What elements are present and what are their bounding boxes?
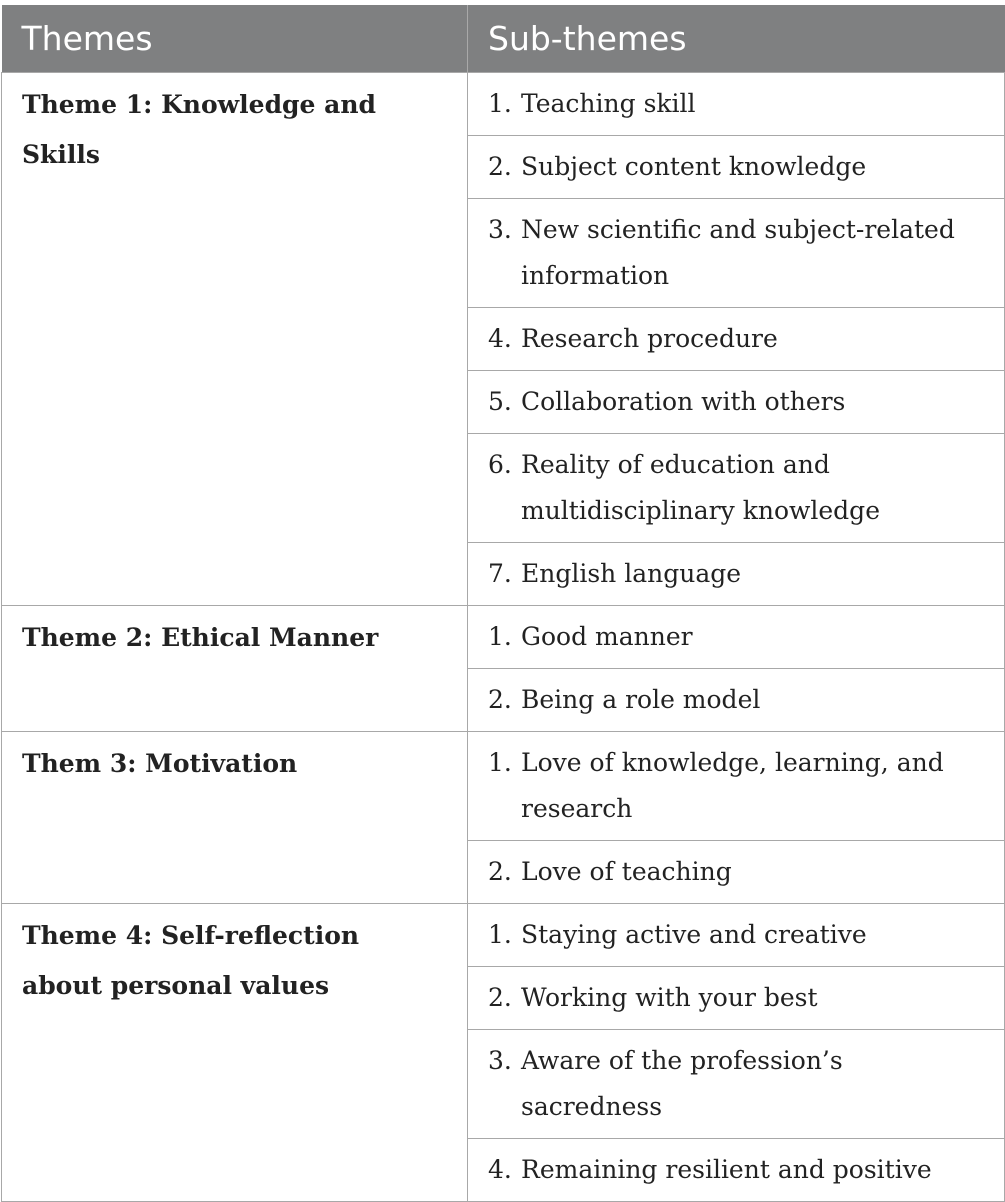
table-header bbox=[2, 5, 1005, 72]
subtheme-item bbox=[488, 379, 984, 425]
subtheme-cell bbox=[468, 966, 1005, 1029]
subtheme-number: 5. bbox=[488, 386, 512, 416]
themes-table bbox=[1, 5, 1005, 1202]
subtheme-text: Research procedure bbox=[521, 323, 778, 353]
subtheme-text: Love of teaching bbox=[521, 856, 732, 886]
subtheme-number: 1. bbox=[488, 621, 512, 651]
subtheme-cell bbox=[468, 135, 1005, 198]
subtheme-item bbox=[488, 316, 984, 362]
subtheme-text: Teaching skill bbox=[521, 88, 696, 118]
table-row bbox=[2, 731, 1005, 840]
subtheme-text: Reality of education and multidisciplinary knowledge bbox=[521, 449, 880, 525]
subtheme-text: Collaboration with others bbox=[521, 386, 846, 416]
subtheme-cell bbox=[468, 1138, 1005, 1201]
subtheme-item bbox=[488, 975, 984, 1021]
subtheme-cell bbox=[468, 668, 1005, 731]
subtheme-item bbox=[488, 849, 984, 895]
table-row bbox=[2, 605, 1005, 668]
subtheme-item bbox=[488, 1038, 984, 1130]
subtheme-cell bbox=[468, 542, 1005, 605]
theme-label: Theme 1: Knowledge and Skills bbox=[2, 72, 468, 605]
subtheme-cell bbox=[468, 731, 1005, 840]
subtheme-text: Being a role model bbox=[521, 684, 761, 714]
subthemes-column-header: Sub-themes bbox=[468, 5, 1005, 72]
subtheme-item bbox=[488, 442, 984, 534]
subtheme-text: English language bbox=[521, 558, 742, 588]
table-row bbox=[2, 72, 1005, 135]
subtheme-item bbox=[488, 740, 984, 832]
subtheme-text: Good manner bbox=[521, 621, 693, 651]
subtheme-item bbox=[488, 144, 984, 190]
subtheme-item bbox=[488, 207, 984, 299]
subtheme-item bbox=[488, 551, 984, 597]
subtheme-text: Remaining resilient and positive bbox=[521, 1154, 932, 1184]
table-body bbox=[2, 72, 1005, 1201]
subtheme-item bbox=[488, 912, 984, 958]
themes-column-header: Themes bbox=[2, 5, 468, 72]
subtheme-cell bbox=[468, 433, 1005, 542]
theme-label: Them 3: Motivation bbox=[2, 731, 468, 903]
subtheme-number: 2. bbox=[488, 151, 512, 181]
subtheme-cell bbox=[468, 72, 1005, 135]
subtheme-text: Working with your best bbox=[521, 982, 818, 1012]
subtheme-cell bbox=[468, 370, 1005, 433]
subtheme-item bbox=[488, 81, 984, 127]
subtheme-item bbox=[488, 677, 984, 723]
subtheme-text: Staying active and creative bbox=[521, 919, 867, 949]
subtheme-text: Love of knowledge, learning, and research bbox=[521, 747, 944, 823]
subtheme-number: 3. bbox=[488, 214, 512, 244]
subtheme-item bbox=[488, 1147, 984, 1193]
subtheme-cell bbox=[468, 840, 1005, 903]
theme-label: Theme 2: Ethical Manner bbox=[2, 605, 468, 731]
header-row bbox=[2, 5, 1005, 72]
subtheme-item bbox=[488, 614, 984, 660]
subtheme-number: 3. bbox=[488, 1045, 512, 1075]
subtheme-number: 7. bbox=[488, 558, 512, 588]
subtheme-cell bbox=[468, 198, 1005, 307]
subtheme-number: 4. bbox=[488, 1154, 512, 1184]
subtheme-cell bbox=[468, 307, 1005, 370]
theme-label: Theme 4: Self-reflection about personal values bbox=[2, 903, 468, 1201]
subtheme-number: 2. bbox=[488, 684, 512, 714]
subtheme-number: 2. bbox=[488, 982, 512, 1012]
subtheme-text: Subject content knowledge bbox=[521, 151, 867, 181]
subtheme-cell bbox=[468, 903, 1005, 966]
subtheme-text: New scientific and subject-related information bbox=[521, 214, 955, 290]
subtheme-number: 1. bbox=[488, 88, 512, 118]
subtheme-number: 4. bbox=[488, 323, 512, 353]
subtheme-number: 1. bbox=[488, 919, 512, 949]
subtheme-text: Aware of the profession’s sacredness bbox=[521, 1045, 843, 1121]
subtheme-number: 2. bbox=[488, 856, 512, 886]
table-row bbox=[2, 903, 1005, 966]
subtheme-cell bbox=[468, 605, 1005, 668]
subtheme-cell bbox=[468, 1029, 1005, 1138]
subtheme-number: 6. bbox=[488, 449, 512, 479]
subtheme-number: 1. bbox=[488, 747, 512, 777]
